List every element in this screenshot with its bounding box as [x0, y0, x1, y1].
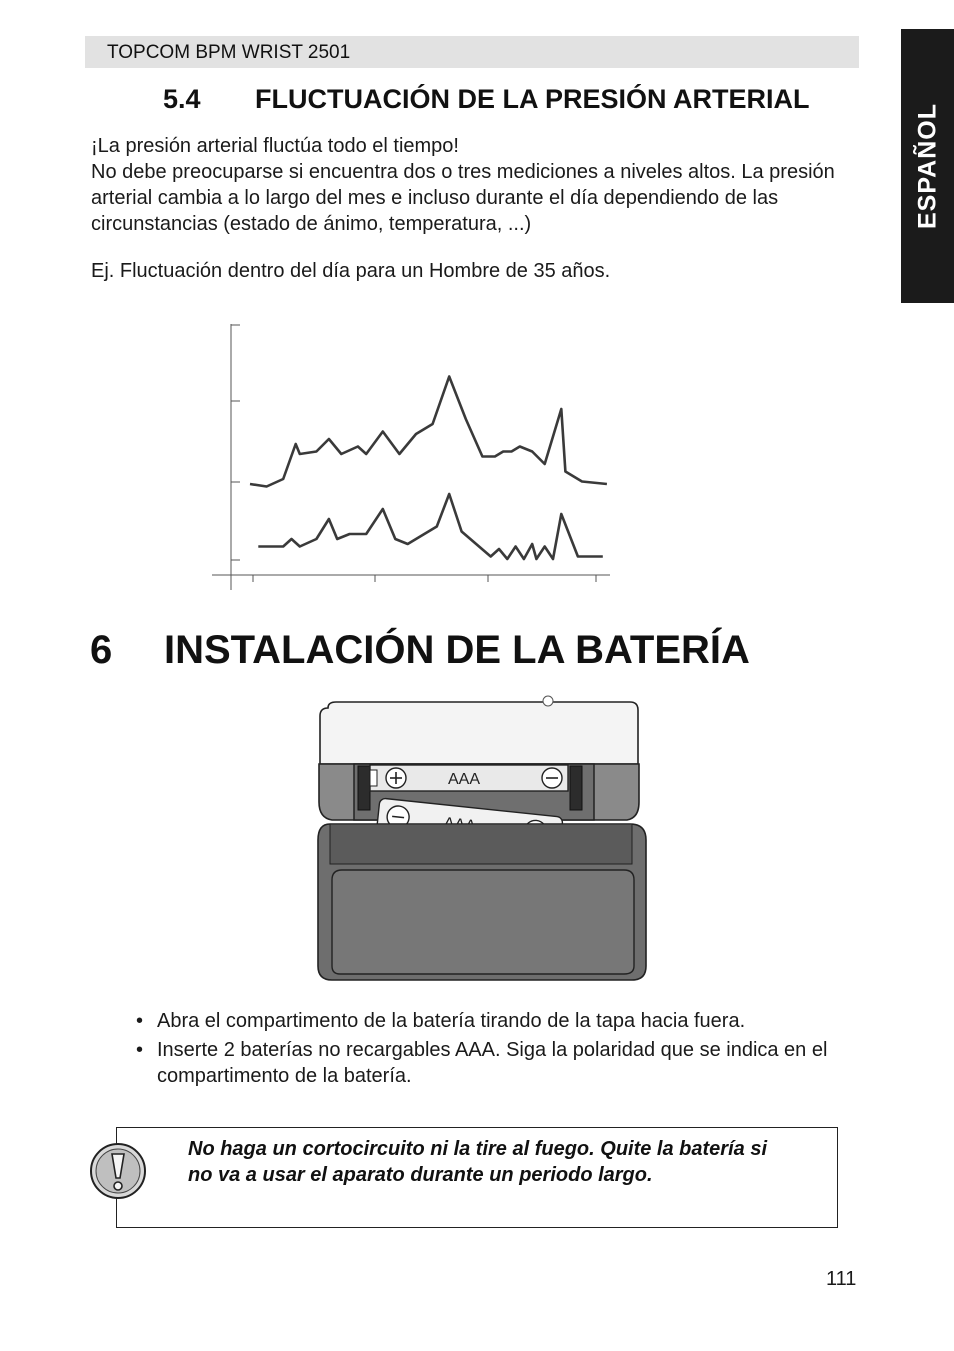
paragraph-line: ¡La presión arterial fluctúa todo el tiempo! [91, 135, 459, 157]
chapter-heading [90, 628, 750, 673]
page-number: 111 [826, 1268, 857, 1290]
bullet-dot: • [136, 1010, 144, 1032]
diastolic-line [258, 494, 603, 559]
list-item [136, 1037, 866, 1089]
battery-illustration-svg [312, 694, 654, 986]
section-paragraph [91, 133, 866, 237]
fluctuation-chart [200, 318, 630, 594]
list-item [136, 1008, 866, 1034]
lid-top-face [320, 702, 638, 764]
chapter-number: 6 [90, 628, 113, 672]
contact-left [358, 766, 370, 810]
running-header [85, 36, 859, 68]
paragraph-line: No debe preocuparse si encuentra dos o tres mediciones a niveles altos. La presión arterial cambia a lo largo del mes e incluso durante el día dependiendo de las circunstancias (estado de ánimo, temperatura, ...) [91, 161, 835, 235]
fluctuation-chart-svg [200, 318, 630, 594]
example-caption: Ej. Fluctuación dentro del día para un Hombre de 35 años. [91, 260, 611, 282]
device-body-top [330, 824, 632, 864]
battery-1-label: AAA [448, 771, 481, 788]
chapter-title: INSTALACIÓN DE LA BATERÍA [164, 628, 750, 672]
product-name: TOPCOM BPM WRIST 2501 [107, 42, 351, 63]
language-tab-label: ESPAÑOL [913, 103, 941, 229]
contact-right [570, 766, 582, 810]
section-heading [163, 84, 810, 115]
instruction-list [136, 1008, 866, 1092]
minus-icon [542, 768, 562, 788]
section-title: FLUCTUACIÓN DE LA PRESIÓN ARTERIAL [255, 84, 810, 114]
warning-text: No haga un cortocircuito ni la tire al fuego. Quite la batería si no va a usar el aparato durante un periodo largo. [188, 1138, 767, 1186]
battery-inserted-terminal [370, 770, 377, 786]
systolic-line [250, 377, 607, 487]
bullet-dot: • [136, 1039, 144, 1061]
hinge-notch [543, 696, 553, 706]
battery-illustration [312, 694, 654, 986]
warning-icon [88, 1141, 148, 1201]
list-item-text: Inserte 2 baterías no recargables AAA. Siga la polaridad que se indica en el compartimento de la batería. [157, 1039, 828, 1087]
language-tab [901, 29, 954, 303]
section-number: 5.4 [163, 84, 201, 114]
plus-icon [386, 768, 406, 788]
device-display-panel [332, 870, 634, 974]
list-item-text: Abra el compartimento de la batería tirando de la tapa hacia fuera. [157, 1010, 746, 1032]
